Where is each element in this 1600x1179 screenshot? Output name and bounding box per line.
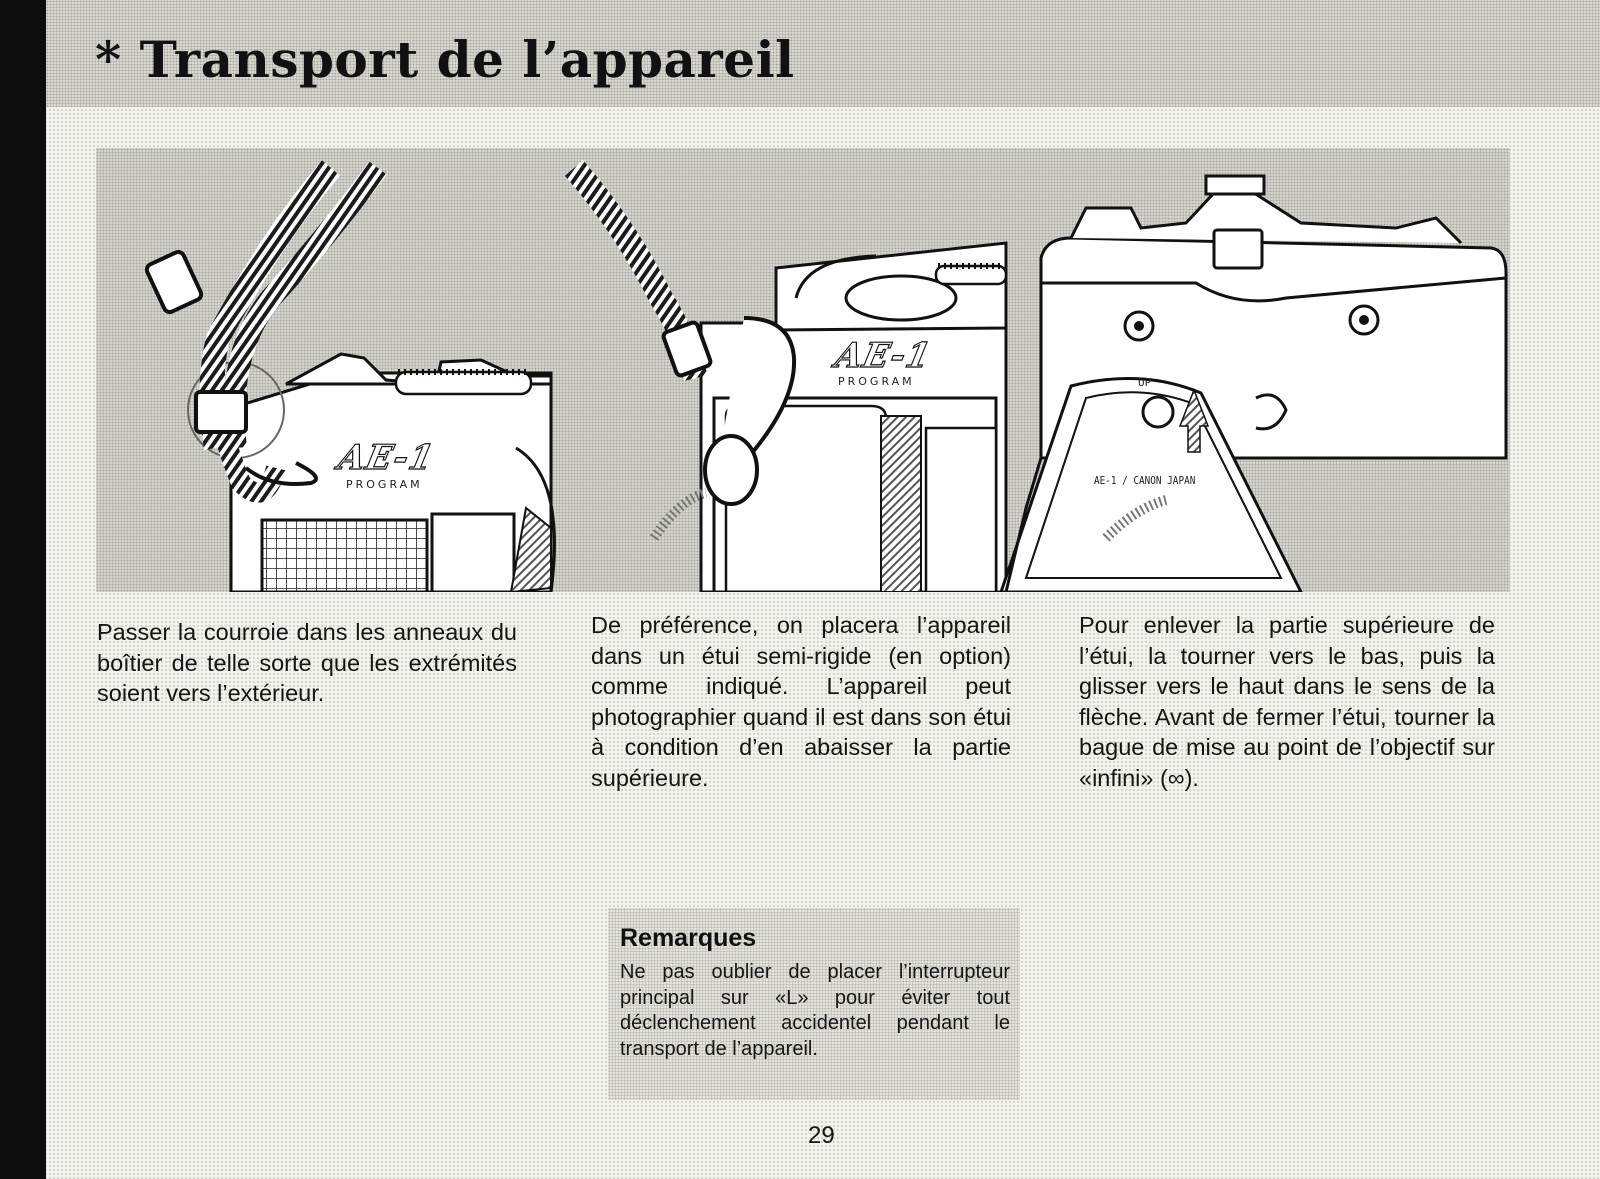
page-number: 29 (808, 1122, 835, 1149)
remarks-text: Ne pas oublier de placer l’interrupteur principal sur «L» pour éviter tout déclenchement accidentel pendant le transport de l’appareil. (620, 961, 1010, 1060)
remarks-box (608, 908, 1020, 1100)
illustration-case-front (574, 168, 1006, 592)
illustration-case-rear (1001, 176, 1506, 592)
case-arrow-label: UP (1138, 376, 1152, 389)
brand-logo-2: AE-1 (831, 336, 935, 376)
left-page-edge (0, 0, 46, 1179)
illustration-strap-lug (145, 168, 555, 592)
remarks-title: Remarques (620, 924, 757, 952)
case-mark: AE-1 / CANON JAPAN (1094, 474, 1196, 487)
title-text: Transport de l’appareil (139, 30, 795, 89)
illustration-panel (96, 148, 1510, 592)
column-3-text: Pour enlever la partie supérieure de l’étui, la tourner vers le bas, puis la glisser vers le haut dans le sens de la flèche. Avant de fermer l’étui, tourner la bague de mise au point de l’objectif sur «infini» (∞). (1079, 612, 1495, 791)
brand-sub-2: PROGRAM (838, 375, 915, 388)
brand-sub-1: PROGRAM (346, 478, 423, 491)
title-marker: * (95, 30, 122, 89)
page-title (95, 30, 795, 89)
brand-logo-1: AE-1 (334, 438, 438, 478)
column-1-text: Passer la courroie dans les anneaux du boîtier de telle sorte que les extrémités soient vers l’extérieur. (97, 619, 517, 706)
camera-illustrations (96, 148, 1510, 592)
column-2-text: De préférence, on placera l’appareil dans un étui semi-rigide (en option) comme indiqué. L’appareil peut photographier quand il est dans son étui à condition d’en abaisser la partie supérieure. (591, 612, 1011, 791)
